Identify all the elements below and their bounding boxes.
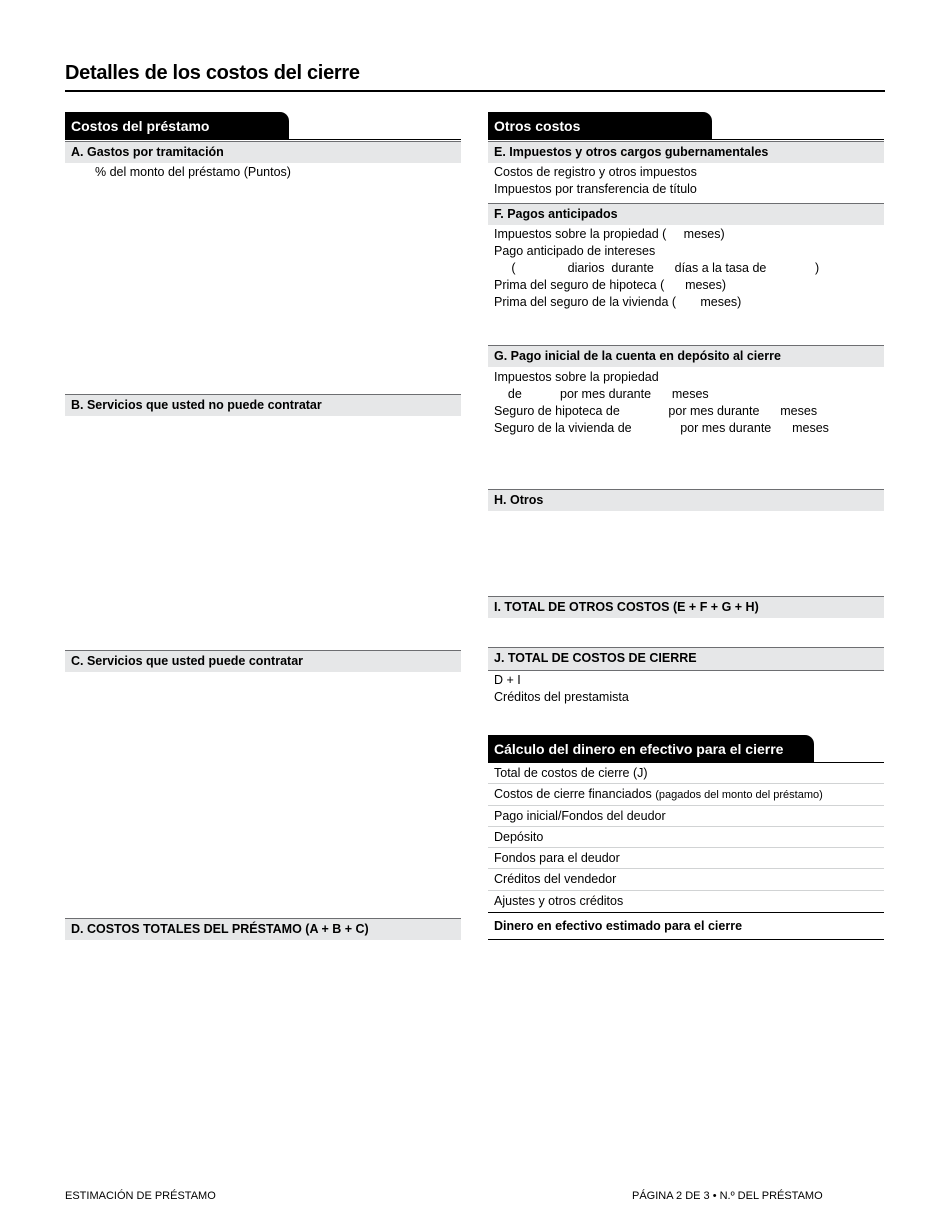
calc-row-financed-note: (pagados del monto del préstamo) [655,789,823,802]
section-f-line-home-insurance: Prima del seguro de la vivienda ( meses) [494,295,742,309]
section-f-line-prepaid-interest: Pago anticipado de intereses [494,244,656,258]
section-a-heading: A. Gastos por tramitación [65,141,461,163]
other-costs-rule [488,139,884,140]
calc-row-funds-for-borrower [488,848,884,869]
section-g-line-mortgage-insurance: Seguro de hipoteca de por mes durante meses [494,404,818,418]
section-f-line-property-tax: Impuestos sobre la propiedad ( meses) [494,227,725,241]
loan-costs-rule [65,139,461,140]
calc-row-total-closing-costs [488,763,884,784]
other-costs-header: Otros costos [488,112,712,140]
section-g-line-property-tax: Impuestos sobre la propiedad [494,370,659,384]
section-f-lines [488,226,819,311]
calc-row-financed-closing-costs [488,784,884,805]
section-j-line-lender-credits: Créditos del prestamista [494,690,629,704]
loan-costs-header: Costos del préstamo [65,112,289,140]
calc-row-label: Costos de cierre financiados [494,787,652,802]
section-g-heading: G. Pago inicial de la cuenta en depósito al cierre [488,345,884,367]
calc-row-label: Pago inicial/Fondos del deudor [494,808,666,823]
calc-row-down-payment [488,806,884,827]
page-title: Detalles de los costos del cierre [65,62,360,84]
section-a-line-points: % del monto del préstamo (Puntos) [95,165,291,179]
section-d-heading: D. COSTOS TOTALES DEL PRÉSTAMO (A + B + C) [65,918,461,940]
section-c-heading: C. Servicios que usted puede contratar [65,650,461,672]
section-j-heading: J. TOTAL DE COSTOS DE CIERRE [488,647,884,671]
calc-row-seller-credits [488,869,884,890]
calc-row-label: Total de costos de cierre (J) [494,766,648,780]
section-i-heading: I. TOTAL DE OTROS COSTOS (E + F + G + H) [488,596,884,618]
section-e-lines [488,164,697,198]
section-g-line-property-tax-detail: de por mes durante meses [494,387,709,401]
section-b-heading: B. Servicios que usted no puede contratar [65,394,461,416]
calc-row-estimated-cash-to-close: Dinero en efectivo estimado para el cierre [488,912,884,940]
title-divider [65,90,885,92]
section-j-line-d-plus-i: D + I [494,673,521,687]
cash-to-close-header: Cálculo del dinero en efectivo para el cierre [488,735,814,763]
section-f-line-interest-detail: ( diarios durante días a la tasa de ) [494,261,820,275]
section-f-line-mortgage-insurance: Prima del seguro de hipoteca ( meses) [494,278,727,292]
calc-row-label: Fondos para el deudor [494,851,620,866]
footer-left: ESTIMACIÓN DE PRÉSTAMO [65,1190,216,1202]
calc-row-deposit [488,827,884,848]
section-f-heading: F. Pagos anticipados [488,203,884,225]
section-e-line-transfer: Impuestos por transferencia de título [494,182,697,196]
calc-row-label: Depósito [494,829,544,844]
footer-right: PÁGINA 2 DE 3 • N.º DEL PRÉSTAMO [632,1190,823,1202]
calc-row-label: Créditos del vendedor [494,872,617,887]
section-j-lines [488,672,629,706]
calc-row-adjustments [488,891,884,912]
section-e-heading: E. Impuestos y otros cargos gubernamentales [488,141,884,163]
section-h-heading: H. Otros [488,489,884,511]
section-e-line-recording: Costos de registro y otros impuestos [494,165,697,179]
cash-to-close-table [488,763,884,940]
calc-row-label: Ajustes y otros créditos [494,893,624,908]
section-g-line-home-insurance: Seguro de la vivienda de por mes durante meses [494,421,829,435]
section-g-lines [488,369,829,437]
